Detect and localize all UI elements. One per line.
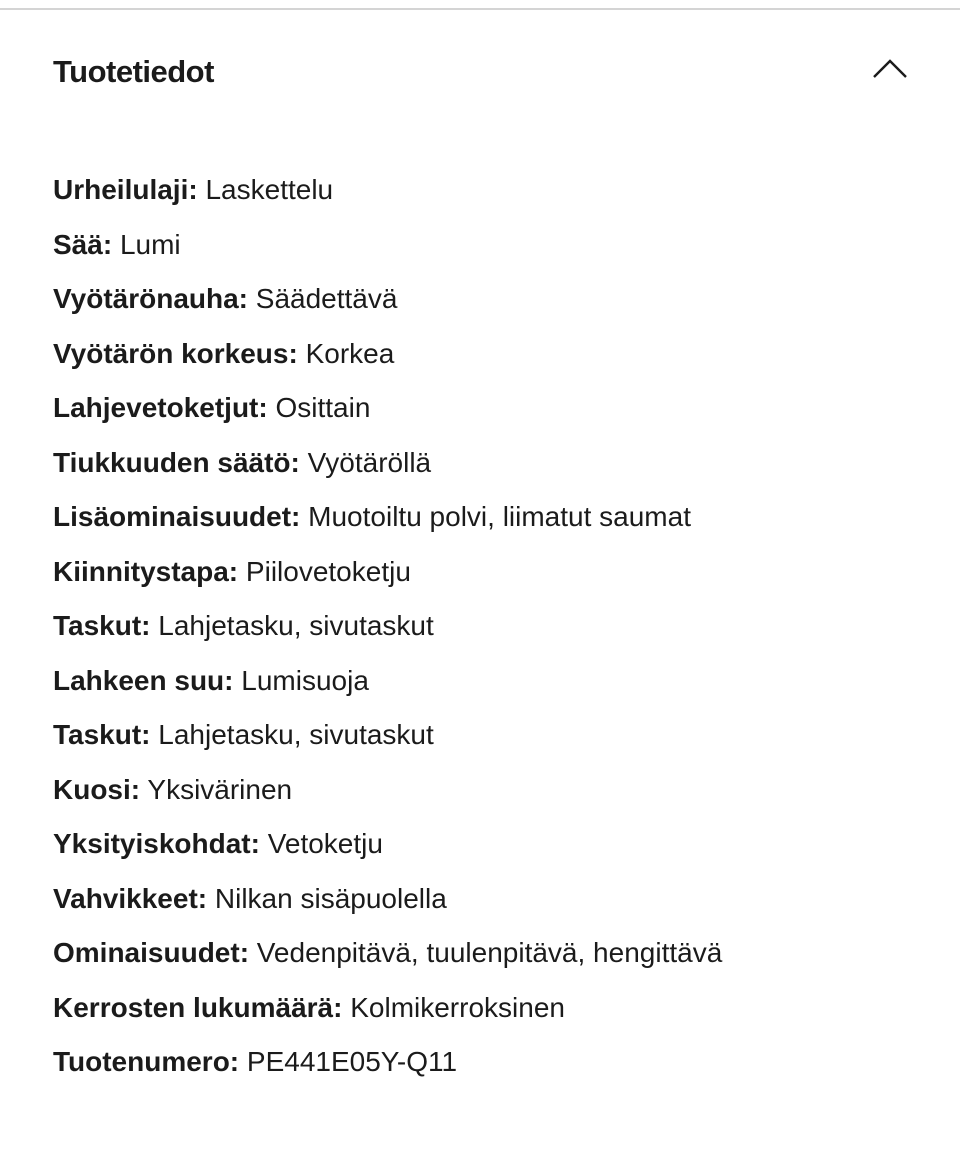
detail-label: Lahjevetoketjut: (53, 392, 268, 423)
section-title: Tuotetiedot (53, 54, 214, 89)
detail-row (53, 654, 722, 709)
detail-row (53, 327, 722, 382)
detail-label: Vyötärön korkeus: (53, 337, 298, 369)
detail-row (53, 599, 722, 654)
detail-value: Korkea (305, 337, 395, 369)
detail-label: Kerrosten lukumäärä: (53, 991, 343, 1023)
detail-label: Tuotenumero: (53, 1046, 240, 1077)
product-details-accordion-header[interactable] (53, 50, 908, 94)
detail-row (53, 817, 722, 872)
detail-label: Kuosi: (53, 773, 141, 805)
detail-row (53, 763, 722, 818)
detail-label: Taskut: (53, 719, 151, 750)
detail-value: Piilovetoketju (245, 555, 411, 587)
detail-label: Vyötärönauha: (53, 283, 248, 314)
detail-label: Taskut: (53, 610, 151, 641)
detail-label: Yksityiskohdat: (53, 828, 260, 859)
detail-row (53, 272, 722, 327)
detail-row (53, 490, 722, 545)
detail-row (53, 1035, 722, 1090)
detail-value: Nilkan sisäpuolella (214, 882, 447, 914)
detail-value: Laskettelu (205, 174, 334, 205)
detail-label: Sää: (53, 228, 113, 260)
detail-value: Vedenpitävä, tuulenpitävä, hengittävä (256, 937, 723, 968)
detail-label: Lisäominaisuudet: (53, 501, 301, 532)
detail-value: Yksivärinen (147, 773, 293, 805)
detail-value: Kolmikerroksinen (350, 991, 565, 1023)
detail-row (53, 163, 722, 218)
detail-row (53, 218, 722, 273)
detail-value: Lahjetasku, sivutaskut (158, 610, 434, 641)
detail-value: Lumisuoja (241, 664, 369, 696)
detail-value: Vetoketju (267, 828, 383, 859)
detail-row (53, 872, 722, 927)
product-details-list (53, 163, 722, 1090)
chevron-up-icon[interactable] (872, 56, 908, 80)
detail-label: Urheilulaji: (53, 174, 198, 205)
top-divider (0, 8, 960, 10)
detail-row (53, 381, 722, 436)
detail-label: Vahvikkeet: (53, 882, 208, 914)
detail-value: Säädettävä (255, 283, 398, 314)
detail-label: Kiinnitystapa: (53, 555, 239, 587)
detail-label: Lahkeen suu: (53, 664, 234, 696)
detail-row (53, 708, 722, 763)
detail-value: Osittain (275, 392, 371, 423)
detail-value: Muotoiltu polvi, liimatut saumat (308, 501, 691, 532)
detail-label: Ominaisuudet: (53, 937, 250, 968)
detail-value: Vyötäröllä (307, 446, 432, 478)
detail-value: PE441E05Y-Q11 (246, 1046, 458, 1077)
detail-row (53, 545, 722, 600)
detail-row (53, 436, 722, 491)
detail-row (53, 926, 722, 981)
detail-label: Tiukkuuden säätö: (53, 446, 300, 478)
detail-value: Lahjetasku, sivutaskut (158, 719, 434, 750)
detail-value: Lumi (119, 228, 181, 260)
detail-row (53, 981, 722, 1036)
